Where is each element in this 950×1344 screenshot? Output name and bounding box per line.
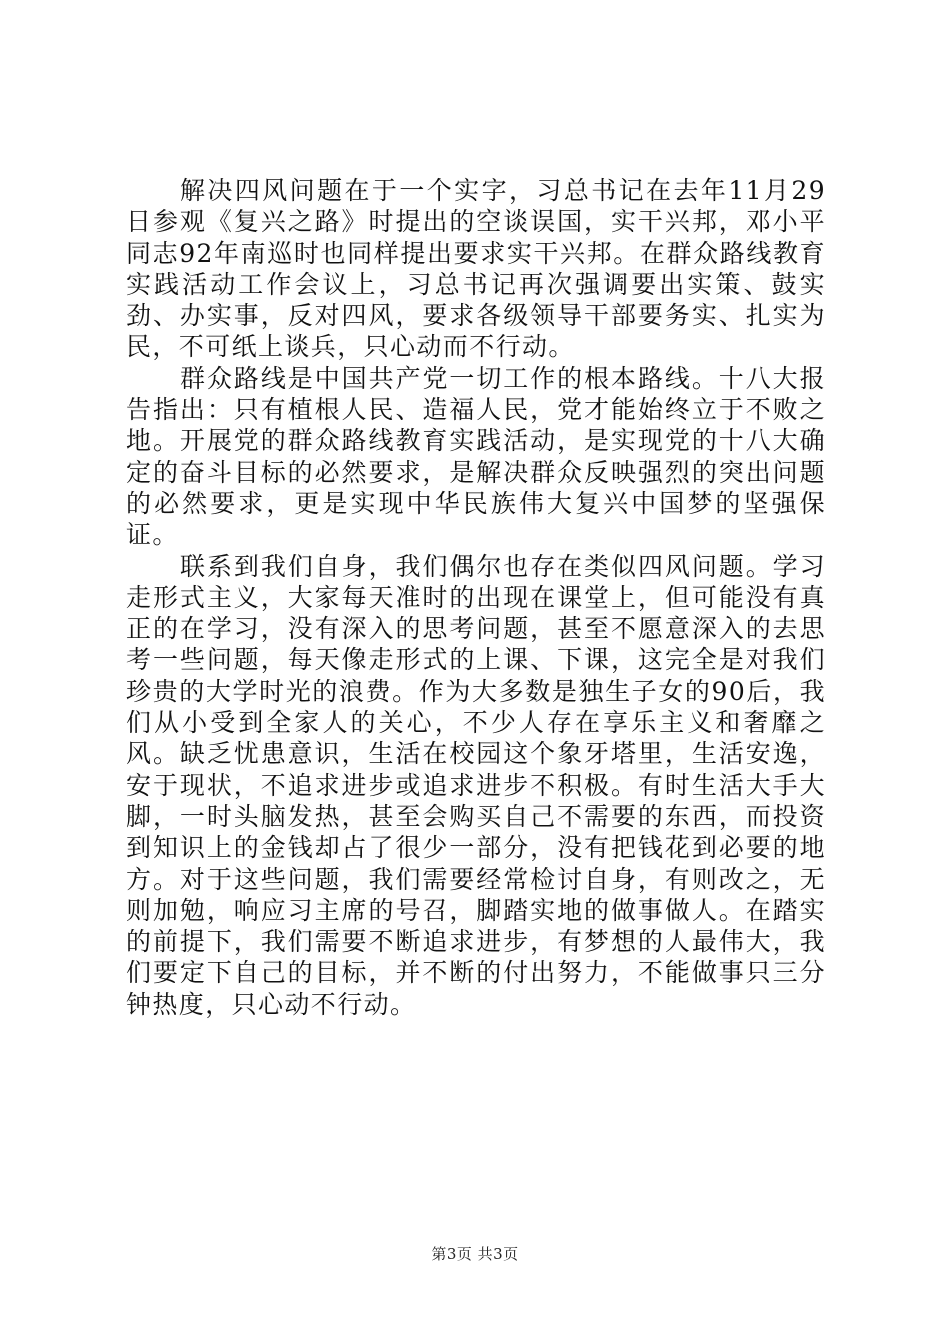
paragraph-mass-line: 群众路线是中国共产党一切工作的根本路线。十八大报告指出：只有植根人民、造福人民，党才能始终立于不败之地。开展党的群众路线教育实践活动，是实现党的十八大确定的奋斗目标的必然要求，是解决群众反映强烈的突出问题的必然要求，更是实现中华民族伟大复兴中国梦的坚强保证。 [126, 363, 826, 550]
page-number-footer: 第3页 共3页 [431, 1245, 519, 1263]
document-body [126, 175, 826, 1020]
paragraph-four-winds: 解决四风问题在于一个实字，习总书记在去年11月29日参观《复兴之路》时提出的空谈误国，实干兴邦，邓小平同志92年南巡时也同样提出要求实干兴邦。在群众路线教育实践活动工作会议上，习总书记再次强调要出实策、鼓实劲、办实事，反对四风，要求各级领导干部要务实、扎实为民，不可纸上谈兵，只心动而不行动。 [126, 176, 826, 362]
paragraph-self-reflection: 联系到我们自身，我们偶尔也存在类似四风问题。学习走形式主义，大家每天准时的出现在课堂上，但可能没有真正的在学习，没有深入的思考问题，甚至不愿意深入的去思考一些问题，每天像走形式的上课、下课，这完全是对我们珍贵的大学时光的浪费。作为大多数是独生子女的90后，我们从小受到全家人的关心，不少人存在享乐主义和奢靡之风。缺乏忧患意识，生活在校园这个象牙塔里，生活安逸，安于现状，不追求进步或追求进步不积极。有时生活大手大脚，一时头脑发热，甚至会购买自己不需要的东西，而投资到知识上的金钱却占了很少一部分，没有把钱花到必要的地方。对于这些问题，我们需要经常检讨自身，有则改之，无则加勉，响应习主席的号召，脚踏实地的做事做人。在踏实的前提下，我们需要不断追求进步，有梦想的人最伟大，我们要定下自己的目标，并不断的付出努力，不能做事只三分钟热度，只心动不行动。 [126, 551, 826, 1019]
